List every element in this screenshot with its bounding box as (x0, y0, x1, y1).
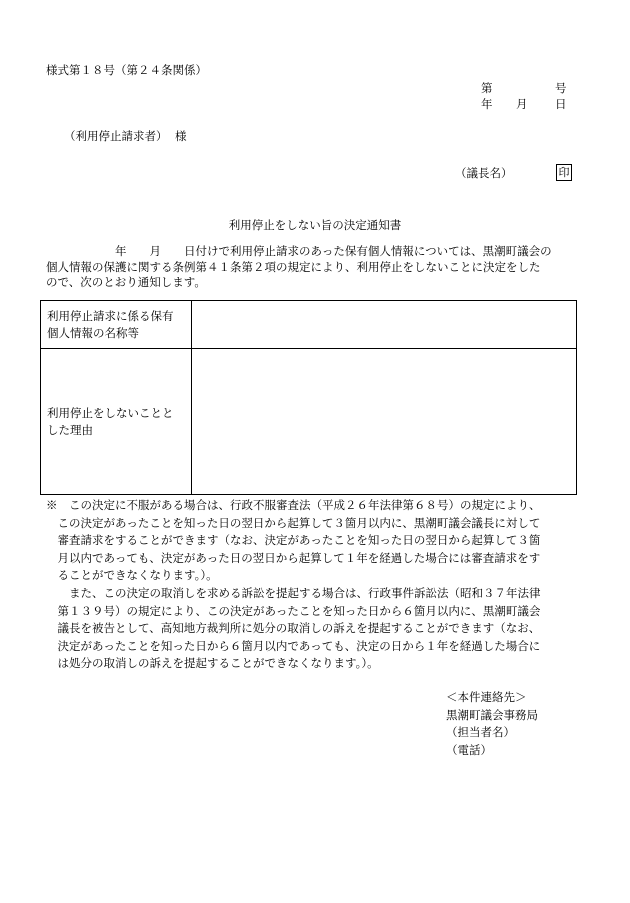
body-paragraph (46, 244, 586, 291)
row-value-personal-info[interactable] (192, 301, 577, 349)
contact-person: （担当者名） (446, 725, 515, 739)
row-label-reason (41, 349, 192, 495)
body-line: 年 月 日付けで利用停止請求のあった保有個人情報については、黒潮町議会の (46, 244, 552, 258)
date-year-label: 年 (481, 97, 493, 111)
document-title: 利用停止をしない旨の決定通知書 (228, 218, 402, 232)
note-line: また、この決定の取消しを求める訴訟を提起する場合は、行政事件訴訟法（昭和３７年法律 (46, 585, 541, 600)
note-line: 審査請求をすることができます（なお、決定があったことを知った日の翌日から起算して３箇 (46, 533, 541, 548)
contact-heading: ＜本件連絡先＞ (446, 690, 527, 704)
note-line: ることができなくなります。）。 (46, 568, 218, 583)
document-number-suffix: 号 (555, 81, 567, 95)
note-line: 月以内であっても、決定があった日の翌日から起算して１年を経過した場合には審査請求をす (46, 550, 541, 565)
contact-block (446, 689, 538, 759)
document-number-label: 第 (481, 81, 493, 95)
label-line: 利用停止請求に係る保有 (47, 308, 174, 323)
row-value-reason[interactable] (192, 349, 577, 495)
body-line: 個人情報の保護に関する条例第４１条第２項の規定により、利用停止をしないことに決定をした (46, 259, 541, 274)
note-line: は処分の取消しの訴えを提起することができなくなります。）。 (46, 656, 379, 671)
label-line: 利用停止をしないことと (47, 405, 174, 420)
form-number: 様式第１８号（第２４条関係） (46, 63, 207, 77)
seal-mark: 印 (556, 164, 572, 181)
date-month-label: 月 (516, 97, 528, 111)
table-row (41, 349, 577, 495)
note-line: 第１３９号）の規定により、この決定があったことを知った日から６箇月以内に、黒潮町議会 (46, 603, 541, 618)
note-line: ※ この決定に不服がある場合は、行政不服審査法（平成２６年法律第６８号）の規定により、 (46, 498, 541, 512)
contact-office: 黒潮町議会事務局 (446, 707, 538, 722)
recipient-name: （利用停止請求者） (64, 129, 168, 143)
recipient-honorific: 様 (175, 129, 187, 143)
row-label-personal-info (41, 301, 192, 349)
appeal-notes (46, 497, 591, 673)
note-line: 議長を被告として、高知地方裁判所に処分の取消しの訴えを提起することができます（なお、 (46, 621, 541, 636)
sender-name: （議長名） (455, 166, 513, 180)
label-line: した理由 (47, 422, 93, 437)
date-day-label: 日 (555, 97, 567, 111)
note-line: 決定があったことを知った日から６箇月以内であっても、決定の日から１年を経過した場合に (46, 638, 541, 653)
label-line: 個人情報の名称等 (47, 325, 139, 340)
contact-phone: （電話） (446, 742, 492, 757)
note-line: この決定があったことを知った日の翌日から起算して３箇月以内に、黒潮町議会議長に対して (46, 515, 541, 530)
info-table (40, 300, 577, 495)
body-line: ので、次のとおり通知します。 (46, 275, 206, 289)
table-row (41, 301, 577, 349)
